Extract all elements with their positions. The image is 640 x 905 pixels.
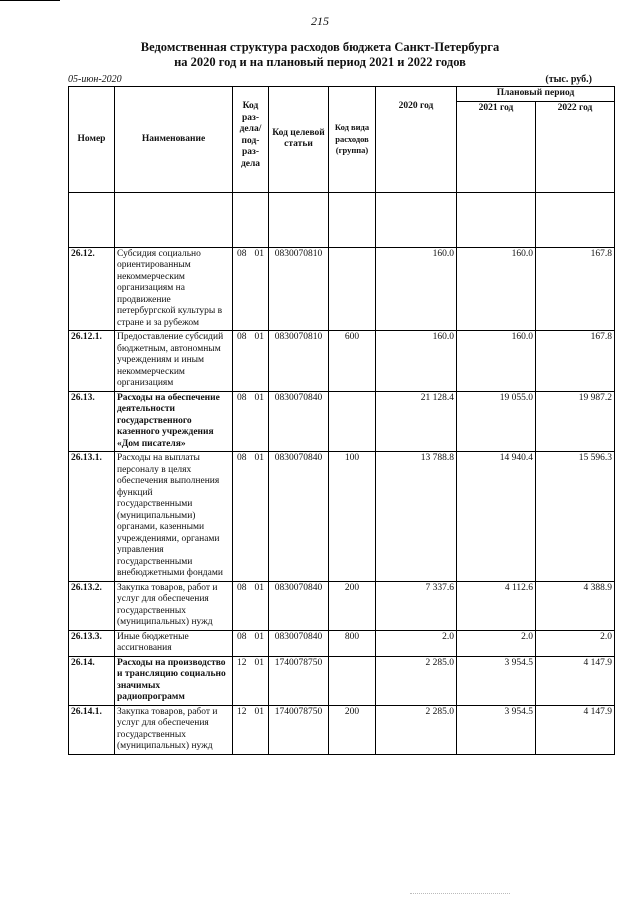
row-subsection-code: 01	[254, 392, 264, 403]
table-row	[69, 452, 615, 582]
row-value-2020: 7 337.6	[376, 581, 457, 630]
row-value-2021: 2.0	[457, 630, 536, 656]
row-number: 26.13.	[69, 391, 115, 452]
row-section-code: 08	[237, 248, 247, 259]
header-name: Наименование	[115, 87, 233, 193]
top-rule	[0, 0, 60, 1]
row-section-code: 08	[237, 453, 247, 463]
row-number: 26.12.	[69, 247, 115, 331]
row-value-2020: 2.0	[376, 630, 457, 656]
row-section-code: 08	[237, 582, 247, 593]
row-number: 26.14.	[69, 656, 115, 705]
row-value-2021: 4 112.6	[457, 581, 536, 630]
header-2020: 2020 год	[376, 87, 457, 193]
row-section	[233, 705, 269, 754]
row-section	[233, 630, 269, 656]
row-value-2021: 160.0	[457, 247, 536, 331]
row-number: 26.13.3.	[69, 630, 115, 656]
row-section-code: 12	[237, 657, 247, 668]
header-number: Номер	[69, 87, 115, 193]
row-section	[233, 391, 269, 452]
row-value-2021: 3 954.5	[457, 656, 536, 705]
row-vid-code: 600	[329, 331, 376, 392]
row-name: Расходы на обеспечение деятельности государственного казенного учреждения «Дом писателя»	[115, 391, 233, 452]
row-value-2022: 167.8	[536, 247, 615, 331]
row-target-code: 0830070840	[269, 391, 329, 452]
document-title	[0, 40, 640, 70]
header-2022: 2022 год	[536, 101, 615, 192]
row-target-code: 0830070840	[269, 452, 329, 582]
title-line-1: Ведомственная структура расходов бюджета Санкт-Петербурга	[140, 40, 500, 54]
row-section	[233, 581, 269, 630]
units-label: (тыс. руб.)	[545, 74, 592, 85]
row-target-code: 1740078750	[269, 705, 329, 754]
row-subsection-code: 01	[254, 582, 264, 593]
row-section	[233, 331, 269, 392]
table-row	[69, 656, 615, 705]
header-section: Код раз-дела/ под-раз-дела	[233, 87, 269, 193]
row-value-2020: 2 285.0	[376, 656, 457, 705]
row-target-code: 1740078750	[269, 656, 329, 705]
footer-mark	[410, 893, 510, 894]
header-spacer-row	[69, 192, 615, 247]
row-subsection-code: 01	[254, 706, 264, 717]
row-number: 26.12.1.	[69, 331, 115, 392]
row-section-code: 08	[237, 392, 247, 403]
row-subsection-code: 01	[254, 631, 264, 642]
row-name: Расходы на выплаты персоналу в целях обеспечения выполнения функций государственными (муниципальными) органами, казенными учреждениями, органами управления государственными внебюджетными фондами	[115, 452, 233, 582]
row-target-code: 0830070840	[269, 581, 329, 630]
row-value-2020: 13 788.8	[376, 452, 457, 582]
row-vid-code: 200	[329, 705, 376, 754]
row-target-code: 0830070840	[269, 630, 329, 656]
row-number: 26.13.2.	[69, 581, 115, 630]
row-value-2022: 2.0	[536, 630, 615, 656]
row-section	[233, 247, 269, 331]
table-row	[69, 331, 615, 392]
row-number: 26.14.1.	[69, 705, 115, 754]
row-name: Расходы на производство и трансляцию социально значимых радиопрограмм	[115, 656, 233, 705]
row-name: Предоставление субсидий бюджетным, автономным учреждениям и иным некоммерческим организациям	[115, 331, 233, 392]
row-value-2022: 19 987.2	[536, 391, 615, 452]
budget-table	[68, 86, 615, 755]
row-section-code: 08	[237, 631, 247, 642]
row-value-2020: 2 285.0	[376, 705, 457, 754]
row-vid-code	[329, 247, 376, 331]
table-row	[69, 247, 615, 331]
row-vid-code: 200	[329, 581, 376, 630]
title-line-2: на 2020 год и на плановый период 2021 и 2022 годов	[174, 55, 466, 69]
row-subsection-code: 01	[254, 332, 264, 342]
row-value-2022: 167.8	[536, 331, 615, 392]
row-value-2020: 160.0	[376, 247, 457, 331]
row-subsection-code: 01	[254, 657, 264, 668]
row-vid-code: 800	[329, 630, 376, 656]
row-vid-code	[329, 656, 376, 705]
header-target: Код целевой статьи	[269, 87, 329, 193]
row-value-2020: 21 128.4	[376, 391, 457, 452]
row-name: Закупка товаров, работ и услуг для обеспечения государственных (муниципальных) нужд	[115, 581, 233, 630]
header-2021: 2021 год	[457, 101, 536, 192]
row-name: Иные бюджетные ассигнования	[115, 630, 233, 656]
row-section-code: 12	[237, 706, 247, 717]
row-vid-code: 100	[329, 452, 376, 582]
table-row	[69, 630, 615, 656]
row-value-2021: 160.0	[457, 331, 536, 392]
table-row	[69, 581, 615, 630]
row-value-2022: 4 147.9	[536, 656, 615, 705]
row-section-code: 08	[237, 332, 247, 342]
row-value-2022: 4 147.9	[536, 705, 615, 754]
row-value-2022: 4 388.9	[536, 581, 615, 630]
row-section	[233, 656, 269, 705]
document-date: 05-июн-2020	[68, 74, 122, 85]
row-subsection-code: 01	[254, 453, 264, 463]
row-vid-code	[329, 391, 376, 452]
row-value-2020: 160.0	[376, 331, 457, 392]
row-value-2021: 19 055.0	[457, 391, 536, 452]
row-target-code: 0830070810	[269, 247, 329, 331]
header-vid: Код вида расходов (группа)	[329, 87, 376, 193]
row-value-2022: 15 596.3	[536, 452, 615, 582]
row-name: Закупка товаров, работ и услуг для обеспечения государственных (муниципальных) нужд	[115, 705, 233, 754]
row-subsection-code: 01	[254, 248, 264, 259]
row-value-2021: 14 940.4	[457, 452, 536, 582]
page-number: 215	[311, 14, 329, 28]
row-name: Субсидия социально ориентированным некоммерческим организациям на продвижение петербургской культуры в стране и за рубежом	[115, 247, 233, 331]
header-planned: Плановый период	[457, 87, 615, 102]
table-row	[69, 391, 615, 452]
row-section	[233, 452, 269, 582]
row-number: 26.13.1.	[69, 452, 115, 582]
row-target-code: 0830070810	[269, 331, 329, 392]
row-value-2021: 3 954.5	[457, 705, 536, 754]
table-row	[69, 705, 615, 754]
